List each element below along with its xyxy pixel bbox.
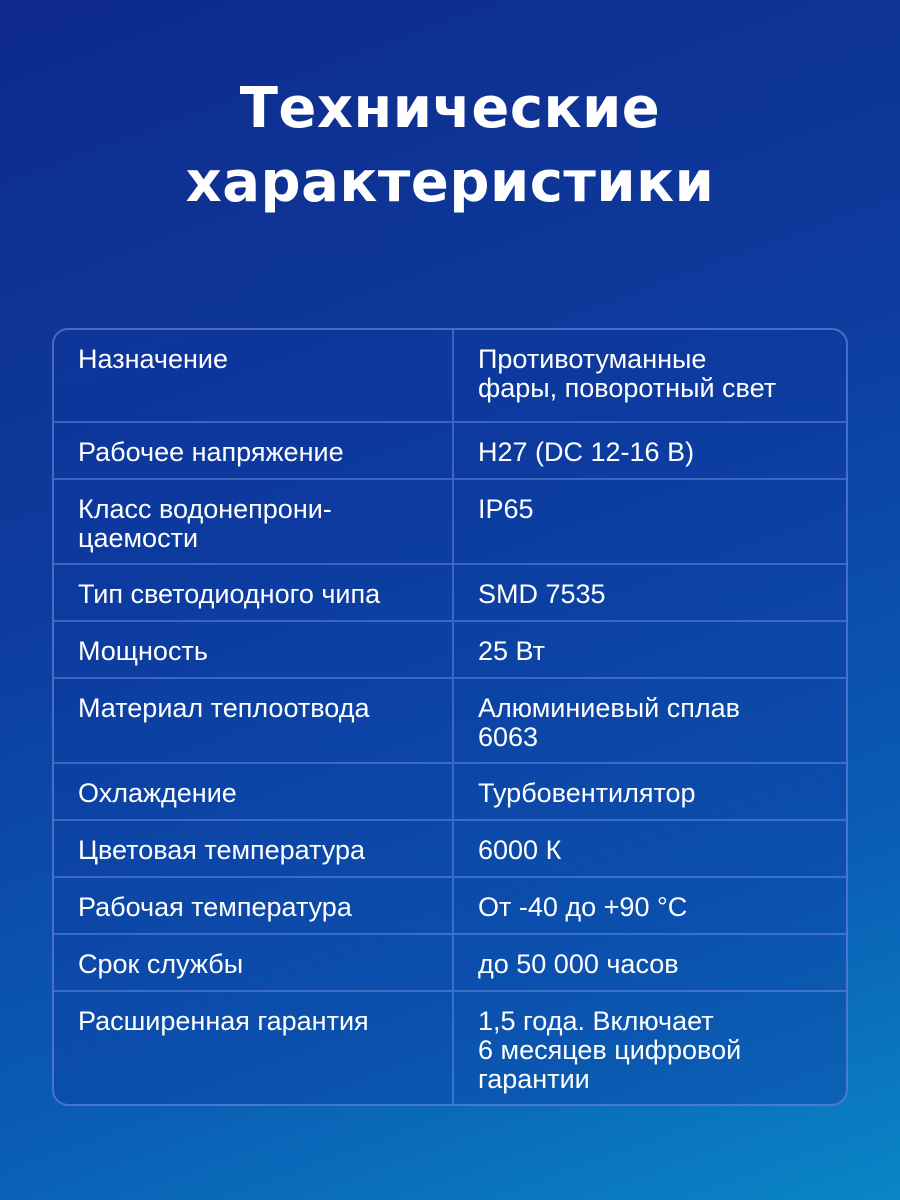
page-title xyxy=(0,72,900,220)
spec-value: H27 (DC 12-16 В) xyxy=(478,437,695,467)
spec-label: Тип светодиодного чипа xyxy=(54,565,454,620)
spec-label: Мощность xyxy=(54,622,454,677)
spec-value: до 50 000 часов xyxy=(478,949,679,979)
spec-value: Алюминиевый сплав 6063 xyxy=(478,693,740,752)
table-row xyxy=(54,762,846,819)
spec-label: Срок службы xyxy=(54,935,454,990)
table-row xyxy=(54,933,846,990)
specifications-table xyxy=(52,328,848,1106)
spec-label: Расширенная гарантия xyxy=(54,992,454,1104)
spec-label: Назначение xyxy=(54,330,454,421)
page-title-line-1: Технические xyxy=(239,76,661,141)
table-row xyxy=(54,478,846,563)
spec-value: 6000 К xyxy=(478,835,562,865)
page-title-line-2: характеристики xyxy=(185,150,715,215)
spec-label: Цветовая температура xyxy=(54,821,454,876)
spec-value: Турбовентилятор xyxy=(478,778,696,808)
spec-value: Противотуманные фары, поворотный свет xyxy=(478,344,777,403)
table-row xyxy=(54,819,846,876)
spec-value: 1,5 года. Включает 6 месяцев цифровой гарантии xyxy=(478,1006,742,1094)
table-row xyxy=(54,421,846,478)
table-row xyxy=(54,330,846,421)
spec-label: Рабочая температура xyxy=(54,878,454,933)
table-row xyxy=(54,563,846,620)
spec-value: 25 Вт xyxy=(478,636,546,666)
table-row xyxy=(54,990,846,1104)
table-row xyxy=(54,677,846,762)
table-row xyxy=(54,876,846,933)
spec-label: Материал теплоотвода xyxy=(54,679,454,762)
spec-label: Рабочее напряжение xyxy=(54,423,454,478)
table-row xyxy=(54,620,846,677)
spec-label: Охлаждение xyxy=(54,764,454,819)
spec-value: От -40 до +90 °С xyxy=(478,892,688,922)
spec-value: SMD 7535 xyxy=(478,579,606,609)
spec-value: IP65 xyxy=(478,494,534,524)
spec-label: Класс водонепрони- цаемости xyxy=(54,480,454,563)
